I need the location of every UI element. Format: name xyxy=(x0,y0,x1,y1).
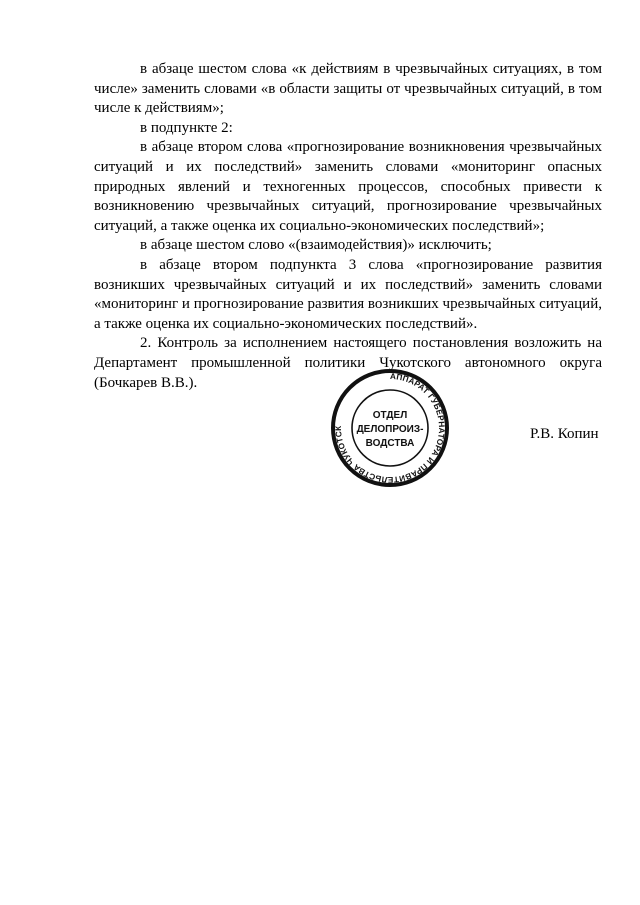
stamp-ring-text: АППАРАТ ГУБЕРНАТОРА И ПРАВИТЕЛЬСТВА ЧУКОТСК xyxy=(333,371,447,485)
document-body xyxy=(94,60,602,393)
stamp-center-line: ОТДЕЛ xyxy=(372,410,408,421)
signatory-name: Р.В. Копин xyxy=(530,426,599,442)
stamp-center-line: ВОДСТВА xyxy=(365,438,415,449)
official-stamp xyxy=(330,368,450,488)
paragraph: в подпункте 2: xyxy=(140,119,233,136)
paragraph: в абзаце втором подпункта 3 слова «прогнозирование развития возникших чрезвычайных ситуаций и их последствий» заменить словами «мониторинг и прогнозирование развития возникших чрезвычайных ситуаций, а также оценка их социально-экономических последствий». xyxy=(94,256,602,332)
paragraph: в абзаце шестом слова «к действиям в чрезвычайных ситуациях, в том числе» заменить словами «в области защиты от чрезвычайных ситуаций, в том числе к действиям»; xyxy=(94,61,602,117)
paragraph: в абзаце втором слова «прогнозирование возникновения чрезвычайных ситуаций и их последствий» заменить словами «мониторинг опасных природных явлений и техногенных процессов, способных привести к возникновению чрезвычайных ситуаций, прогнозирование чрезвычайных ситуаций, а также оценка их социально-экономических последствий»; xyxy=(94,139,602,234)
stamp-center-line: ДЕЛОПРОИЗ- xyxy=(356,424,424,435)
paragraph: в абзаце шестом слово «(взаимодействия)» исключить; xyxy=(140,237,492,254)
paragraph: 2. Контроль за исполнением настоящего постановления возложить на Департамент промышленной политики Чукотского автономного округа (Бочкарев В.В.). xyxy=(94,335,602,391)
